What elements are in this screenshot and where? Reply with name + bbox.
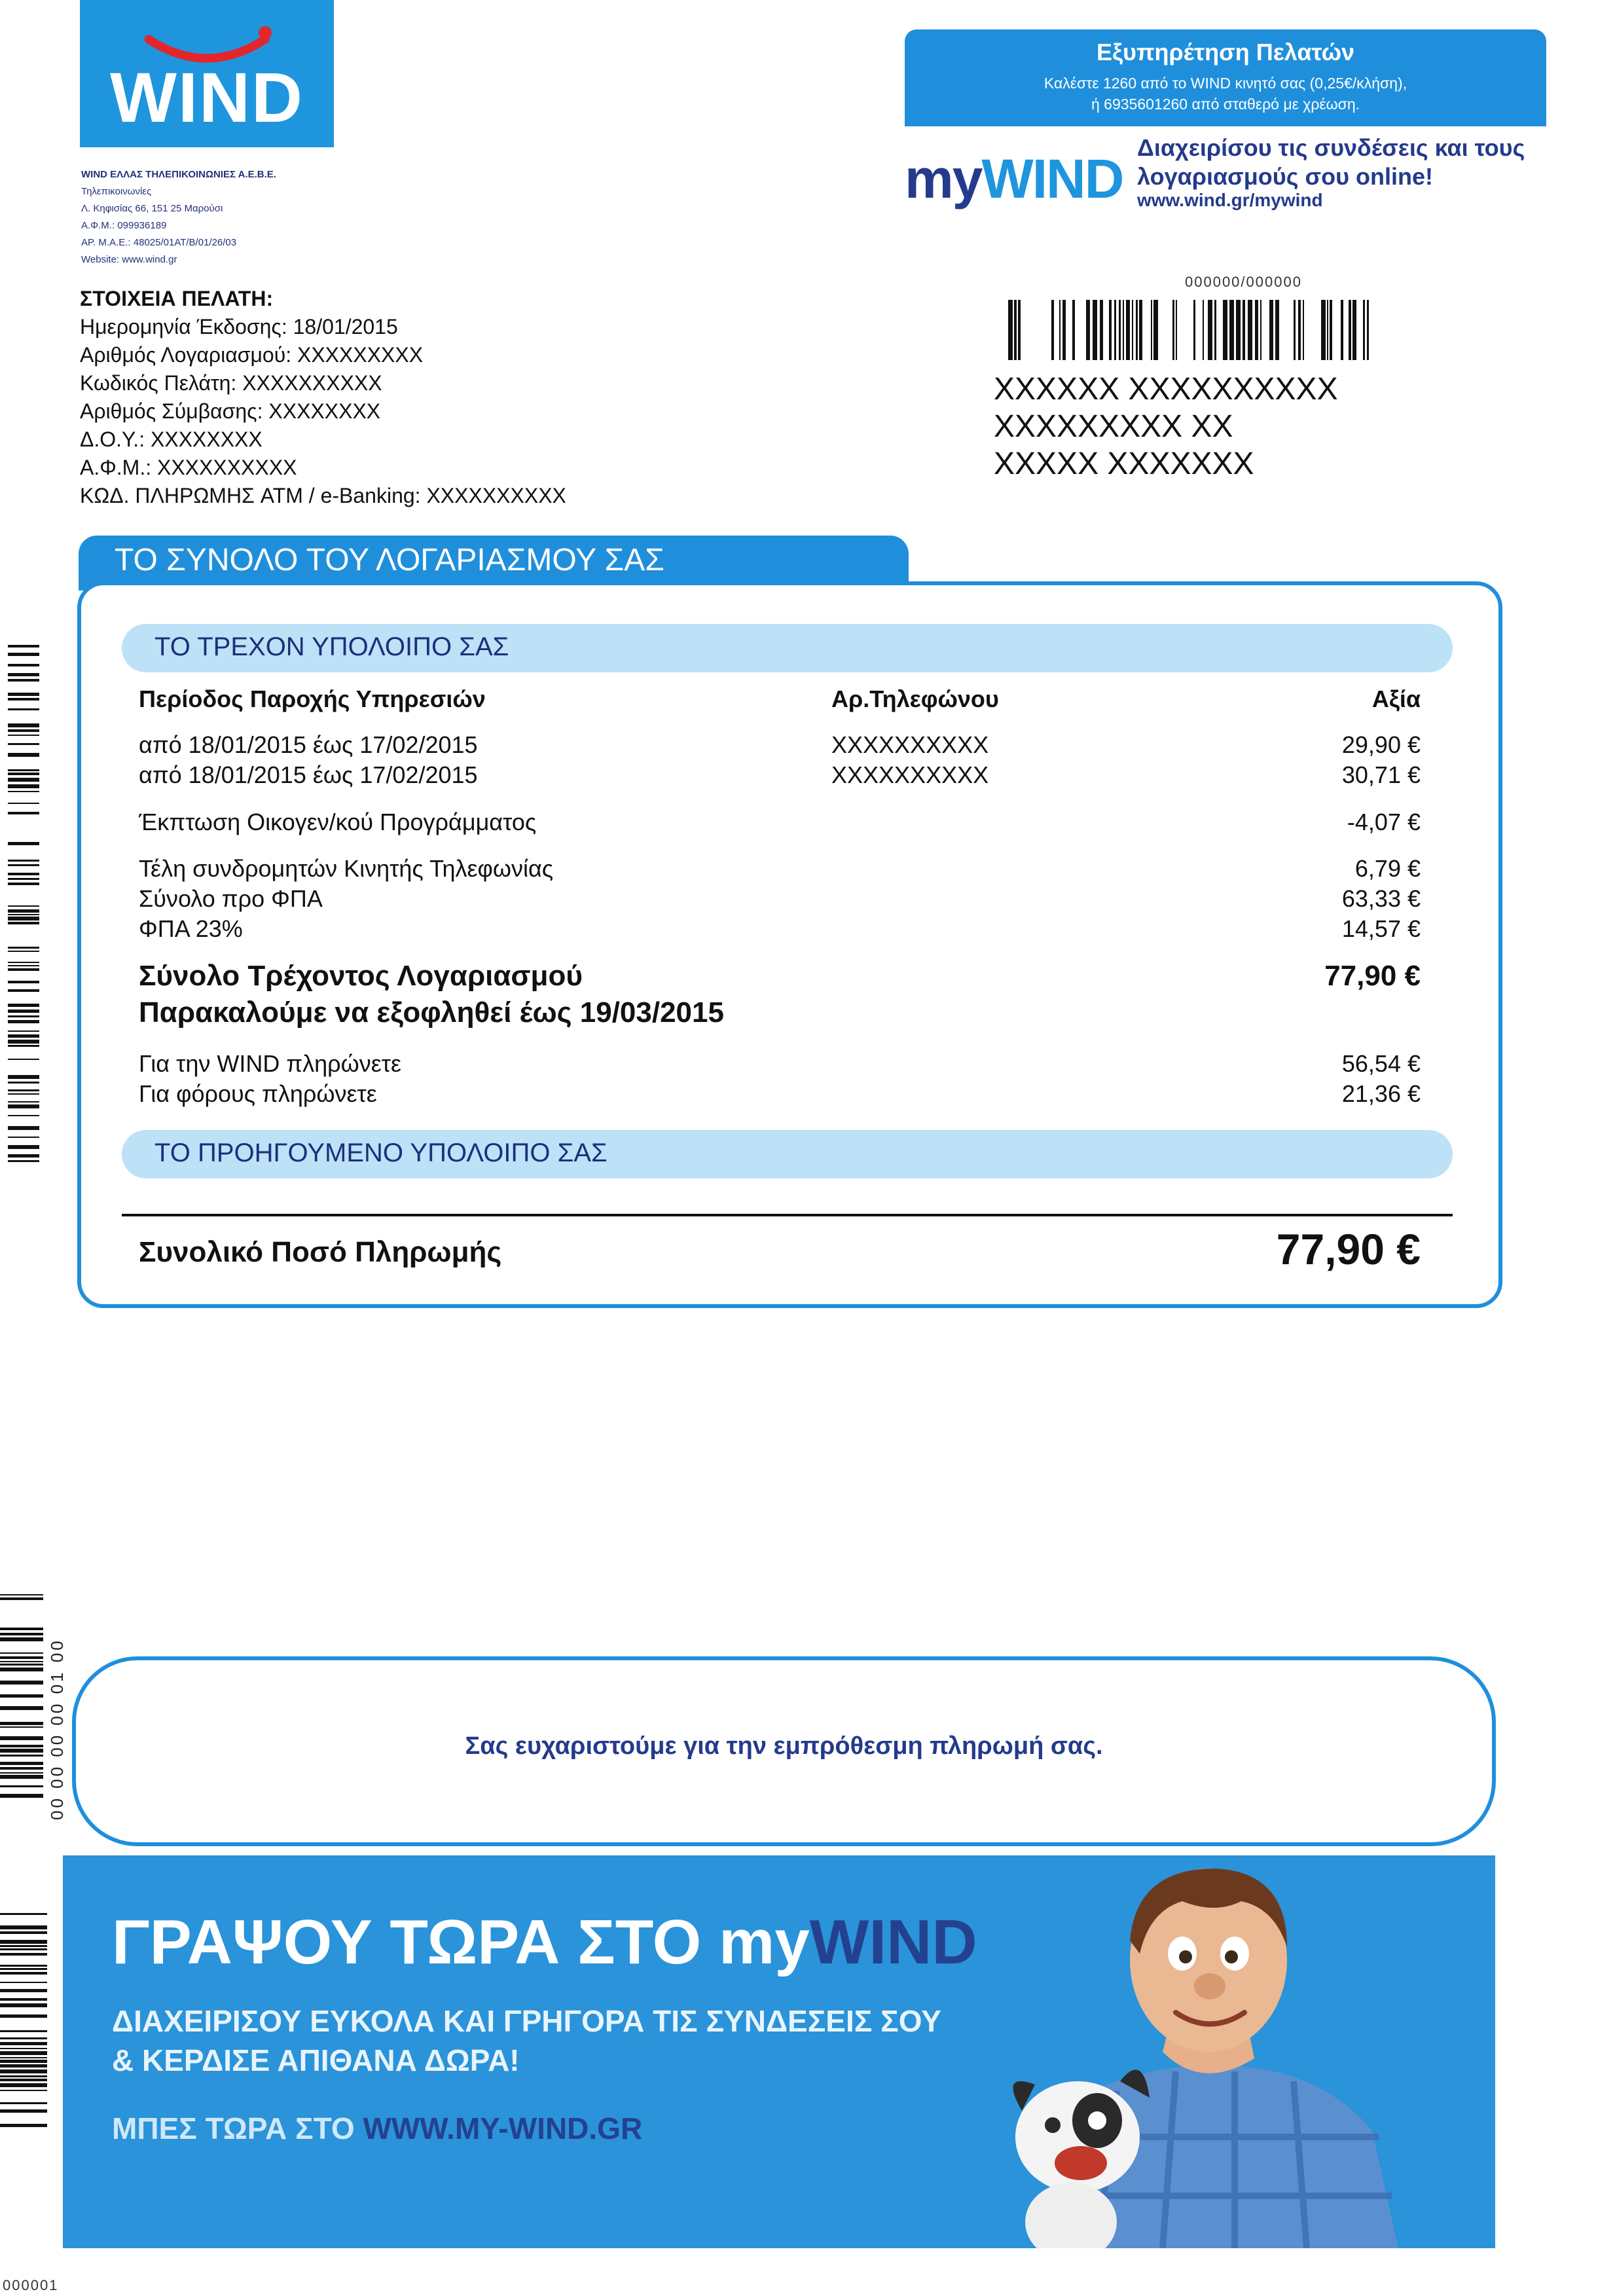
side-barcode-icon — [0, 1908, 47, 2131]
customer-service-title: Εξυπηρέτηση Πελατών — [1096, 39, 1355, 65]
previous-balance-title: ΤΟ ΠΡΟΗΓΟΥΜΕΝΟ ΥΠΟΛΟΙΠΟ ΣΑΣ — [154, 1139, 608, 1167]
company-afm: Α.Φ.Μ.: 099936189 — [81, 220, 167, 231]
mywind-banner[interactable] — [63, 1855, 1495, 2248]
banner-cta — [112, 2111, 642, 2146]
address-barcode-icon — [1008, 300, 1375, 360]
address-line-3: XXXXX XXXXXXX — [994, 446, 1254, 481]
service-row-value: 30,71 € — [1341, 761, 1421, 788]
mywind-promo-text — [1137, 134, 1525, 191]
banner-title-prefix: ΓΡΑΨΟΥ ΤΩΡΑ ΣΤΟ — [112, 1907, 702, 1977]
account-number: Αριθμός Λογαριασμού: XXXXXXXXX — [80, 343, 424, 367]
discount-value: -4,07 € — [1347, 809, 1421, 835]
side-barcode-icon — [8, 645, 39, 1162]
company-info — [81, 166, 276, 268]
customer-code: Κωδικός Πελάτη: XXXXXXXXXX — [80, 371, 382, 395]
vat-label: ΦΠΑ 23% — [139, 915, 243, 942]
page-code: 000001 — [3, 2277, 59, 2293]
total-divider — [122, 1214, 1453, 1216]
thanks-box — [72, 1656, 1496, 1846]
tax-office: Δ.Ο.Υ.: XXXXXXXX — [80, 428, 263, 451]
column-header-phone: Αρ.Τηλεφώνου — [831, 685, 999, 712]
grand-total-value: 77,90 € — [1276, 1225, 1421, 1273]
mywind-promo-line-1: Διαχειρίσου τις συνδέσεις και τους — [1137, 134, 1525, 161]
issue-date: Ημερομηνία Έκδοσης: 18/01/2015 — [80, 315, 398, 338]
banner-title — [112, 1906, 977, 1978]
discount-label: Έκπτωση Οικογεν/κού Προγράμματος — [139, 809, 537, 835]
wind-logo — [80, 0, 334, 147]
grand-total-label: Συνολικό Ποσό Πληρωμής — [139, 1236, 502, 1268]
barcode-number: 000000/000000 — [1185, 274, 1302, 290]
subtotal-value: 63,33 € — [1341, 885, 1421, 912]
address-block — [994, 371, 1338, 483]
customer-service-line-1: Καλέστε 1260 από το WIND κινητό σας (0,25€/κλήση), — [1043, 75, 1407, 92]
address-line-1: XXXXXX XXXXXXXXXX — [994, 372, 1338, 407]
customer-details-heading: ΣΤΟΙΧΕΙΑ ΠΕΛΑΤΗ: — [80, 287, 274, 310]
service-row-period: από 18/01/2015 έως 17/02/2015 — [139, 761, 478, 788]
current-balance-title: ΤΟ ΤΡΕΧΟΝ ΥΠΟΛΟΙΠΟ ΣΑΣ — [154, 632, 509, 661]
banner-title-my: my — [718, 1907, 810, 1977]
banner-cta-prefix: ΜΠΕΣ ΤΩΡΑ ΣΤΟ — [112, 2111, 355, 2145]
company-name: WIND ΕΛΛΑΣ ΤΗΛΕΠΙΚΟΙΝΩΝΙΕΣ Α.Ε.Β.Ε. — [81, 169, 276, 180]
logo-text: WIND — [110, 58, 304, 137]
banner-cta-url[interactable]: WWW.MY-WIND.GR — [363, 2111, 643, 2145]
subtotal-label: Σύνολο προ ΦΠΑ — [139, 885, 323, 912]
mywind-logo — [905, 147, 1123, 211]
contract-number: Αριθμός Σύμβασης: XXXXXXXX — [80, 399, 381, 423]
payment-code: ΚΩΔ. ΠΛΗΡΩΜΗΣ ATM / e-Banking: XXXXXXXXXX — [80, 484, 566, 507]
mascot-character-icon — [966, 1855, 1490, 2248]
side-code — [47, 1597, 73, 1820]
company-address: Λ. Κηφισίας 66, 151 25 Μαρούσι — [81, 203, 223, 214]
side-code-text: 00 00 00 00 01 00 — [47, 1638, 67, 1820]
address-line-2: XXXXXXXXX XX — [994, 409, 1233, 444]
mywind-url[interactable]: www.wind.gr/mywind — [1137, 190, 1323, 210]
thanks-message: Σας ευχαριστούμε για την εμπρόθεσμη πληρωμή σας. — [465, 1732, 1103, 1760]
vat-value: 14,57 € — [1341, 915, 1421, 942]
mywind-promo-line-2: λογαριασμούς σου online! — [1137, 163, 1434, 190]
tax-share-value: 21,36 € — [1341, 1080, 1421, 1107]
tax-share-label: Για φόρους πληρώνετε — [139, 1080, 377, 1107]
customer-service-box — [905, 29, 1546, 126]
column-header-value: Αξία — [1371, 685, 1421, 712]
company-website: Website: www.wind.gr — [81, 254, 177, 265]
banner-line-2: & ΚΕΡΔΙΣΕ ΑΠΙΘΑΝΑ ΔΩΡΑ! — [112, 2043, 520, 2077]
summary-title: ΤΟ ΣΥΝΟΛΟ ΤΟΥ ΛΟΓΑΡΙΑΣΜΟΥ ΣΑΣ — [115, 543, 664, 577]
column-header-period: Περίοδος Παροχής Υπηρεσιών — [139, 685, 486, 712]
mywind-logo-my: my — [905, 148, 982, 210]
wind-share-label: Για την WIND πληρώνετε — [139, 1050, 402, 1077]
banner-title-wind: WIND — [809, 1907, 977, 1977]
current-total-label: Σύνολο Τρέχοντος Λογαριασμού — [139, 960, 583, 992]
customer-service-line-2: ή 6935601260 από σταθερό με χρέωση. — [1091, 96, 1360, 113]
company-line: Τηλεπικοινωνίες — [81, 186, 152, 197]
banner-line-1: ΔΙΑΧΕΙΡΙΣΟΥ ΕΥΚΟΛΑ ΚΑΙ ΓΡΗΓΟΡΑ ΤΙΣ ΣΥΝΔΕΣΕΙΣ ΣΟΥ — [112, 2004, 941, 2038]
current-total-value: 77,90 € — [1324, 960, 1421, 992]
side-barcode-icon — [0, 1590, 43, 1812]
wind-share-value: 56,54 € — [1341, 1050, 1421, 1077]
service-row-phone: XXXXXXXXXX — [831, 761, 989, 788]
previous-balance-band — [122, 1130, 1453, 1178]
due-date-note: Παρακαλούμε να εξοφληθεί έως 19/03/2015 — [139, 996, 724, 1029]
tax-id: Α.Φ.Μ.: XXXXXXXXXX — [80, 456, 297, 479]
service-row-period: από 18/01/2015 έως 17/02/2015 — [139, 731, 478, 758]
service-row-value: 29,90 € — [1341, 731, 1421, 758]
fee-label: Τέλη συνδρομητών Κινητής Τηλεφωνίας — [139, 855, 554, 882]
company-registry: ΑΡ. Μ.Α.Ε.: 48025/01ΑΤ/Β/01/26/03 — [81, 237, 237, 248]
customer-details — [80, 285, 566, 510]
current-balance-band — [122, 624, 1453, 672]
service-row-phone: XXXXXXXXXX — [831, 731, 989, 758]
mywind-logo-wind: WIND — [981, 148, 1123, 210]
fee-value: 6,79 € — [1354, 855, 1421, 882]
